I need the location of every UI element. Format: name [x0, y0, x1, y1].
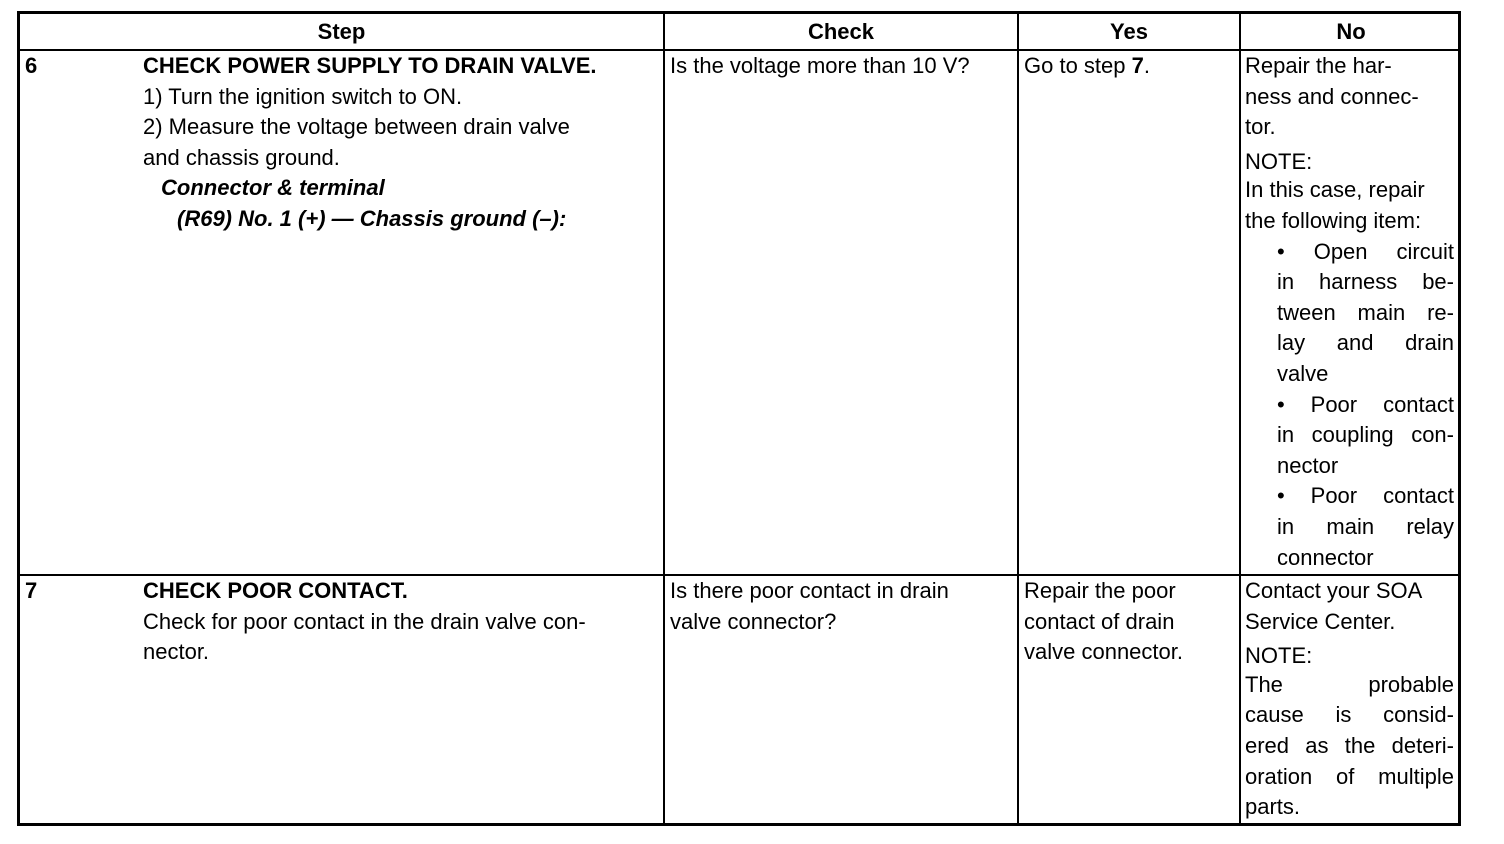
step-title: CHECK POWER SUPPLY TO DRAIN VALVE. — [143, 53, 597, 78]
bullet-item — [1245, 481, 1454, 573]
yes-text: Repair the poor — [1024, 578, 1176, 603]
step-content — [143, 576, 661, 668]
header-check: Check — [807, 19, 875, 44]
bullet-line: tween main re- — [1277, 299, 1454, 325]
yes-text: contact of drain — [1024, 608, 1175, 634]
check-question: Is there poor contact in drain — [670, 578, 949, 603]
yes-text: valve connector. — [1024, 639, 1183, 665]
diagnostic-table — [17, 11, 1461, 826]
no-text: tor. — [1245, 114, 1276, 140]
step-title: CHECK POOR CONTACT. — [143, 578, 408, 603]
check-content — [670, 576, 1015, 637]
note-text: parts. — [1245, 794, 1301, 820]
connector-value: (R69) No. 1 (+) — Chassis ground (–): — [177, 205, 567, 231]
step-instruction: and chassis ground. — [143, 144, 340, 170]
note-label: NOTE: — [1245, 643, 1313, 669]
step-number: 7 — [25, 578, 38, 603]
note-text: ered as the deteri- — [1245, 732, 1454, 758]
check-question: Is the voltage more than 10 V? — [670, 53, 970, 78]
note-text: cause is consid- — [1245, 702, 1454, 728]
check-question: valve connector? — [670, 608, 837, 634]
bullet-item — [1245, 390, 1454, 482]
note-text: The probable — [1245, 671, 1454, 697]
step-instruction: Check for poor contact in the drain valve con- — [143, 608, 586, 634]
yes-content — [1024, 51, 1236, 82]
bullet-line: valve — [1277, 360, 1329, 386]
yes-text: Go to step — [1024, 53, 1132, 78]
bullet-line: nector — [1277, 452, 1339, 478]
no-text: Contact your SOA — [1245, 578, 1423, 603]
step-instruction: nector. — [143, 639, 210, 665]
note-text: the following item: — [1245, 207, 1422, 233]
bullet-line: in harness be- — [1277, 269, 1454, 295]
column-divider — [1239, 14, 1241, 823]
step-content — [143, 51, 661, 235]
step-number: 6 — [25, 53, 38, 78]
note-label: NOTE: — [1245, 148, 1313, 174]
no-content — [1245, 51, 1454, 573]
no-text: Service Center. — [1245, 608, 1396, 634]
bullet-line: • Poor contact — [1277, 391, 1454, 417]
note-text: In this case, repair — [1245, 177, 1425, 203]
yes-step-ref: 7 — [1131, 53, 1144, 78]
bullet-line: • Open circuit — [1277, 238, 1454, 264]
header-yes: Yes — [1110, 19, 1148, 44]
column-divider — [1017, 14, 1019, 823]
no-content — [1245, 576, 1454, 823]
header-no: No — [1336, 19, 1366, 44]
bullet-item — [1245, 237, 1454, 390]
column-divider — [663, 14, 665, 823]
step-instruction: 2) Measure the voltage between drain valve — [143, 114, 570, 140]
bullet-line: • Poor contact — [1277, 483, 1454, 509]
note-text: oration of multiple — [1245, 763, 1454, 789]
bullet-line: in main relay — [1277, 513, 1454, 539]
yes-text-suffix: . — [1143, 53, 1150, 78]
no-text: ness and connec- — [1245, 83, 1419, 109]
bullet-line: lay and drain — [1277, 330, 1454, 356]
header-step: Step — [317, 19, 366, 44]
no-text: Repair the har- — [1245, 53, 1392, 78]
step-instruction: 1) Turn the ignition switch to ON. — [143, 83, 463, 109]
yes-content — [1024, 576, 1236, 668]
check-content — [670, 51, 1015, 82]
bullet-line: connector — [1277, 544, 1374, 570]
bullet-line: in coupling con- — [1277, 422, 1454, 448]
connector-label: Connector & terminal — [161, 175, 385, 201]
